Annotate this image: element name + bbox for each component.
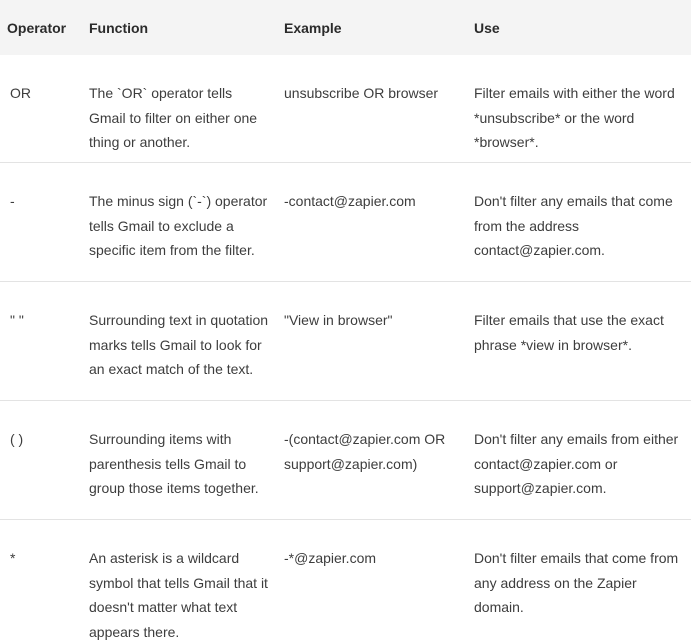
use-cell: Don't filter any emails from either contact@zapier.com or support@zapier.com. (474, 431, 679, 496)
use-cell: Don't filter emails that come from any address on the Zapier domain. (474, 550, 679, 615)
function-cell: Surrounding text in quotation marks tells Gmail to look for an exact match of the text. (89, 312, 269, 377)
table-row (0, 520, 691, 641)
function-cell: The `OR` operator tells Gmail to filter on either one thing or another. (89, 85, 258, 150)
header-function: Function (89, 20, 149, 36)
example-cell: -contact@zapier.com (284, 193, 416, 209)
function-cell: An asterisk is a wildcard symbol that tells Gmail that it doesn't matter what text appears there. (89, 550, 268, 640)
operator-cell: - (10, 193, 15, 209)
use-cell: Filter emails with either the word *unsubscribe* or the word *browser*. (474, 85, 675, 150)
header-use: Use (474, 20, 500, 36)
table-row (0, 55, 691, 163)
header-operator: Operator (7, 20, 67, 36)
table-row (0, 163, 691, 282)
operator-cell: * (10, 550, 16, 566)
table-row (0, 282, 691, 401)
table-row (0, 401, 691, 520)
operator-cell: OR (10, 85, 31, 101)
operator-cell: " " (10, 312, 24, 328)
example-cell: -*@zapier.com (284, 550, 377, 566)
example-cell: -(contact@zapier.com OR support@zapier.com) (284, 431, 446, 472)
example-cell: "View in browser" (284, 312, 393, 328)
table-header (0, 0, 691, 55)
function-cell: The minus sign (`-`) operator tells Gmail to exclude a specific item from the filter. (89, 193, 268, 258)
use-cell: Filter emails that use the exact phrase *view in browser*. (474, 312, 664, 353)
header-example: Example (284, 20, 342, 36)
example-cell: unsubscribe OR browser (284, 85, 439, 101)
operator-cell: ( ) (10, 431, 24, 447)
function-cell: Surrounding items with parenthesis tells Gmail to group those items together. (89, 431, 259, 496)
use-cell: Don't filter any emails that come from the address contact@zapier.com. (474, 193, 673, 258)
